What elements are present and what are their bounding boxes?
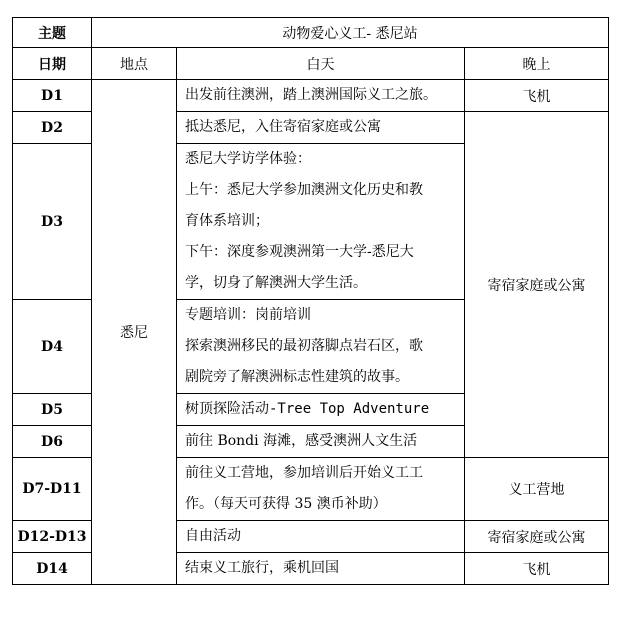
- activity-line: 专题培训：岗前培训: [185, 307, 311, 323]
- date-cell: D4: [13, 300, 92, 394]
- day-activity-cell: [177, 426, 465, 458]
- night-cell: 飞机: [465, 553, 609, 585]
- night-cell: 寄宿家庭或公寓: [465, 112, 609, 458]
- day-activity-cell: [177, 80, 465, 112]
- night-cell: 寄宿家庭或公寓: [465, 521, 609, 553]
- theme-title: 动物爱心义工- 悉尼站: [92, 18, 609, 48]
- activity-line: 剧院旁了解澳洲标志性建筑的故事。: [185, 369, 409, 385]
- activity-line: 下午：深度参观澳洲第一大学-悉尼大: [185, 244, 414, 260]
- activity-line: 结束义工旅行，乘机回国: [185, 560, 339, 576]
- day-activity-cell: [177, 144, 465, 300]
- date-cell: D1: [13, 80, 92, 112]
- location-column-header: 地点: [92, 48, 177, 80]
- activity-line: 前往 Bondi 海滩，感受澳洲人文生活: [185, 433, 418, 449]
- date-cell: D7-D11: [13, 458, 92, 521]
- activity-line: 作。（每天可获得 35 澳币补助）: [185, 496, 387, 512]
- activity-line: 抵达悉尼，入住寄宿家庭或公寓: [185, 119, 381, 135]
- theme-row: [13, 18, 609, 48]
- night-cell: 义工营地: [465, 458, 609, 521]
- activity-line: 育体系培训；: [185, 213, 269, 229]
- activity-line: 前往义工营地，参加培训后开始义工工: [185, 465, 423, 481]
- activity-line: 自由活动: [185, 528, 241, 544]
- date-cell: D14: [13, 553, 92, 585]
- date-column-header: 日期: [13, 48, 92, 80]
- theme-label: 主题: [13, 18, 92, 48]
- activity-line: 树顶探险活动-Tree Top Adventure: [185, 401, 430, 417]
- date-cell: D2: [13, 112, 92, 144]
- column-header-row: [13, 48, 609, 80]
- table-row: [13, 80, 609, 112]
- activity-line: 悉尼大学访学体验：: [185, 151, 311, 167]
- date-cell: D3: [13, 144, 92, 300]
- date-cell: D6: [13, 426, 92, 458]
- day-activity-cell: [177, 521, 465, 553]
- date-cell: D5: [13, 394, 92, 426]
- location-cell: 悉尼: [92, 80, 177, 585]
- activity-line: 探索澳洲移民的最初落脚点岩石区，歌: [185, 338, 423, 354]
- day-activity-cell: [177, 112, 465, 144]
- day-activity-cell: [177, 300, 465, 394]
- night-column-header: 晚上: [465, 48, 609, 80]
- activity-line: 学，切身了解澳洲大学生活。: [185, 275, 367, 291]
- day-activity-cell: [177, 458, 465, 521]
- date-cell: D12-D13: [13, 521, 92, 553]
- activity-line: 出发前往澳洲，踏上澳洲国际义工之旅。: [185, 87, 437, 103]
- day-column-header: 白天: [177, 48, 465, 80]
- activity-line: 上午：悉尼大学参加澳洲文化历史和教: [185, 182, 423, 198]
- itinerary-table: [12, 17, 609, 585]
- day-activity-cell: [177, 394, 465, 426]
- day-activity-cell: [177, 553, 465, 585]
- night-cell: 飞机: [465, 80, 609, 112]
